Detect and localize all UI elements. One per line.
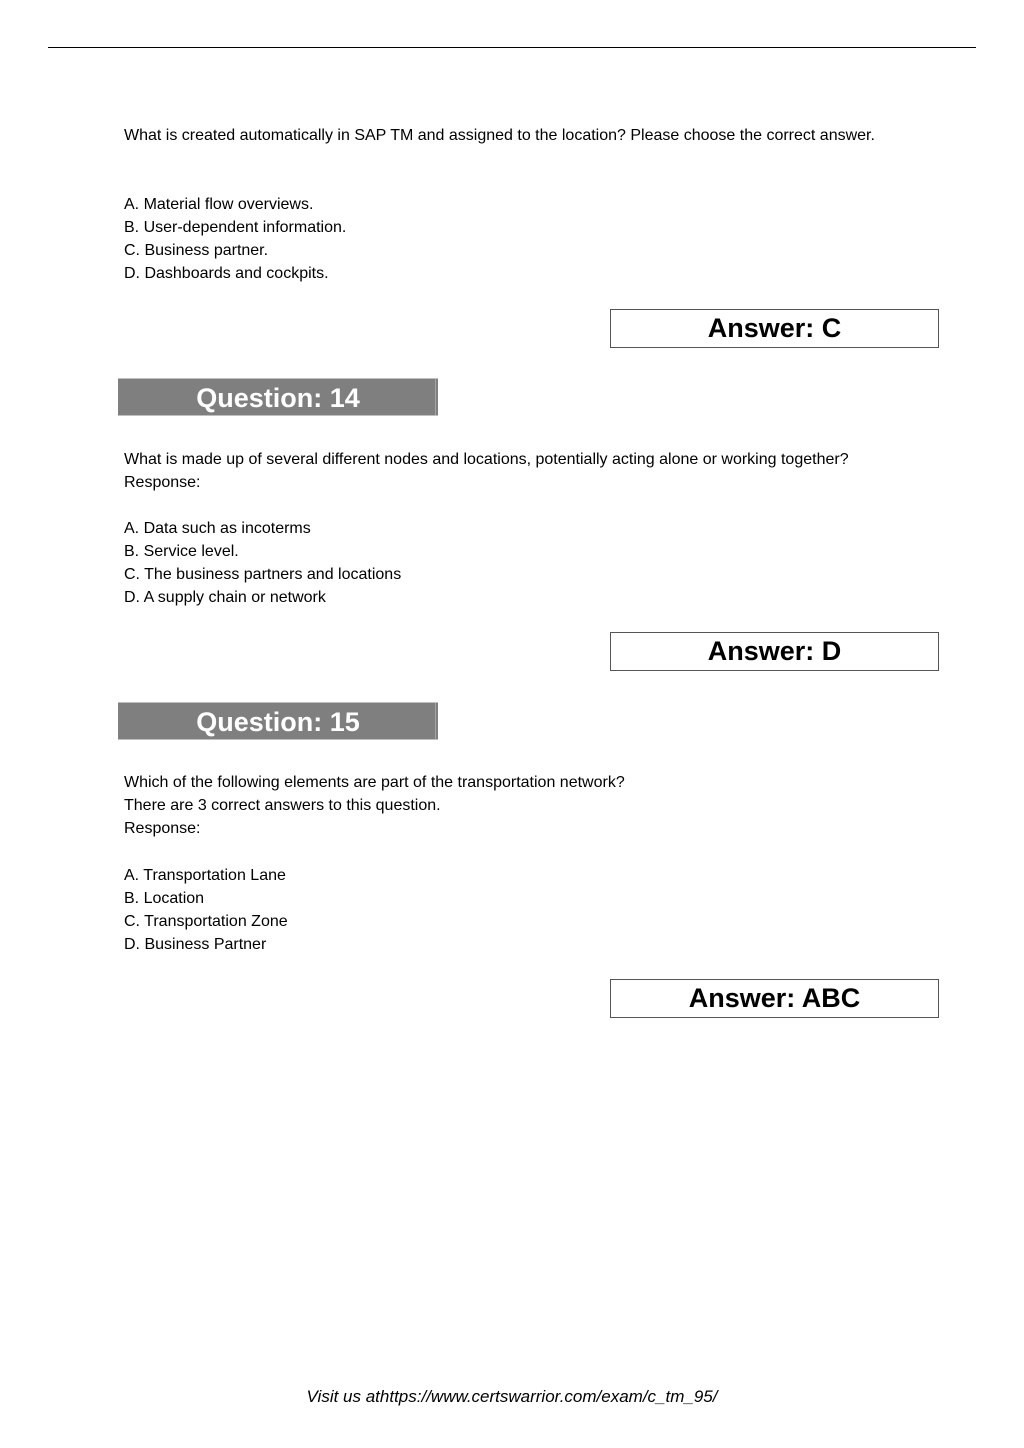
option-b: B. User-dependent information. xyxy=(124,219,347,236)
answer-13-box: Answer: C xyxy=(610,309,939,348)
question-13-prompt: What is created automatically in SAP TM and assigned to the location? Please choose the correct answer. xyxy=(124,127,875,144)
question-15-instruction: There are 3 correct answers to this question. xyxy=(124,797,441,814)
question-14-prompt: What is made up of several different nodes and locations, potentially acting alone or working together? xyxy=(124,451,849,468)
question-13-text xyxy=(124,124,928,147)
answer-15-box: Answer: ABC xyxy=(610,979,939,1018)
question-14-header: Question: 14 xyxy=(118,378,438,416)
question-13-options xyxy=(124,193,928,285)
footer-link-text[interactable]: Visit us athttps://www.certswarrior.com/exam/c_tm_95/ xyxy=(306,1387,718,1406)
option-c: C. The business partners and locations xyxy=(124,566,402,583)
question-15-text xyxy=(124,771,928,840)
option-a: A. Material flow overviews. xyxy=(124,196,314,213)
option-a: A. Data such as incoterms xyxy=(124,520,311,537)
option-b: B. Location xyxy=(124,890,205,907)
question-15-response-label: Response: xyxy=(124,820,201,837)
option-d: D. Dashboards and cockpits. xyxy=(124,265,329,282)
option-b: B. Service level. xyxy=(124,543,239,560)
question-14-options xyxy=(124,517,928,609)
option-d: D. A supply chain or network xyxy=(124,589,326,606)
question-14-text xyxy=(124,448,928,494)
question-15-header: Question: 15 xyxy=(118,702,438,740)
top-rule xyxy=(48,47,976,48)
answer-14-box: Answer: D xyxy=(610,632,939,671)
question-15-prompt: Which of the following elements are part of the transportation network? xyxy=(124,774,625,791)
option-c: C. Business partner. xyxy=(124,242,269,259)
option-a: A. Transportation Lane xyxy=(124,867,286,884)
option-d: D. Business Partner xyxy=(124,936,267,953)
question-14-response-label: Response: xyxy=(124,474,201,491)
option-c: C. Transportation Zone xyxy=(124,913,288,930)
question-15-options xyxy=(124,864,928,956)
